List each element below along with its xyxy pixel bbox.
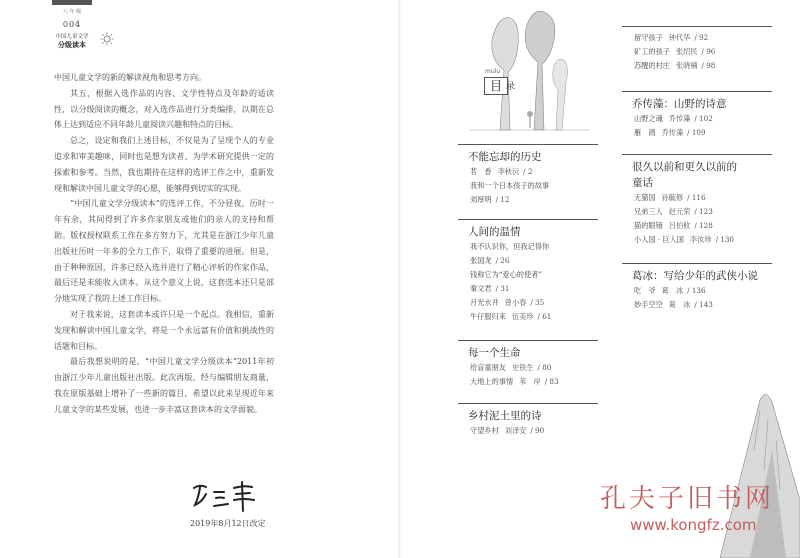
entry-title: 小人国 · 巨人国 bbox=[634, 235, 684, 244]
entry-page: / 128 bbox=[694, 221, 713, 230]
entry-author: 刘泽安 bbox=[504, 426, 527, 435]
entry-page: / 12 bbox=[495, 195, 510, 204]
toc-entry[interactable] bbox=[458, 254, 598, 268]
entry-page: / 35 bbox=[530, 298, 545, 307]
section-title[interactable]: 很久以前和更久以前的童话 bbox=[632, 161, 737, 189]
section-title[interactable]: 人间的温情 bbox=[468, 226, 521, 238]
entry-page: / 123 bbox=[694, 207, 713, 216]
paragraph: 最后我想说明的是，“中国儿童文学分级读本”2011年初由浙江少年儿童出版社出版。此次再版，经与编辑朋友商量，我在原版基础上增补了一些新的篇目，希望以此来呈现近年来儿童文学的某些发展，也进一步丰富这套读本的文学面貌。 bbox=[54, 357, 274, 414]
entry-title: 矿工的孩子 bbox=[634, 47, 670, 56]
sun-icon bbox=[100, 32, 114, 46]
entry-author: 张绍民 bbox=[675, 47, 698, 56]
entry-author: 史铁生 bbox=[511, 363, 534, 372]
entry-page: / 80 bbox=[537, 363, 552, 372]
section-title[interactable]: 葛冰：写给少年的武侠小说 bbox=[632, 270, 758, 282]
section-title[interactable]: 每一个生命 bbox=[468, 347, 521, 359]
entry-page: / 90 bbox=[530, 426, 545, 435]
entry-author: 吕伯攸 bbox=[668, 221, 691, 230]
header-bar bbox=[52, 0, 92, 5]
toc-entry[interactable] bbox=[622, 284, 772, 298]
entry-title: 月光水井 bbox=[470, 298, 499, 307]
entry-title: 茗 香 bbox=[470, 167, 492, 176]
toc-entry[interactable] bbox=[458, 179, 598, 193]
toc-column-1 bbox=[458, 140, 598, 444]
toc-entry[interactable] bbox=[458, 361, 598, 375]
entry-page: / 61 bbox=[537, 312, 552, 321]
section-divider bbox=[622, 263, 772, 264]
entry-author: 张国龙 bbox=[470, 256, 492, 265]
entry-title: 无猫国 bbox=[634, 193, 656, 202]
entry-title: 雁 鸽 bbox=[634, 128, 656, 137]
entry-title: 留守孩子 bbox=[634, 33, 663, 42]
section-title[interactable]: 乡村泥土里的诗 bbox=[468, 410, 542, 422]
section-divider bbox=[622, 154, 772, 155]
toc-title-badge: 目 bbox=[484, 77, 508, 95]
entry-title: 我和一个日本孩子的故事 bbox=[470, 181, 550, 190]
toc-entry[interactable] bbox=[622, 191, 772, 205]
entry-page: / 26 bbox=[495, 256, 510, 265]
entry-title: 给盲童朋友 bbox=[470, 363, 506, 372]
paragraph: 中国儿童文学的新的解读视角和思考方向。 bbox=[54, 73, 206, 82]
mulu-label: mulu bbox=[485, 68, 501, 75]
toc-section bbox=[458, 140, 598, 207]
toc-section bbox=[622, 150, 772, 247]
toc-section bbox=[622, 259, 772, 312]
date-line: 2019年8月12日改定 bbox=[190, 519, 266, 528]
toc-entry[interactable] bbox=[458, 268, 598, 282]
entry-title: 苏醒的村庄 bbox=[634, 61, 670, 70]
toc-entry[interactable] bbox=[458, 424, 598, 438]
toc-entry[interactable] bbox=[622, 59, 772, 73]
entry-title: 兄弟三人 bbox=[634, 207, 663, 216]
entry-title: 大地上的事情 bbox=[470, 377, 514, 386]
entry-page: / 83 bbox=[544, 377, 559, 386]
entry-author: 孙毓修 bbox=[661, 193, 684, 202]
toc-entry[interactable] bbox=[458, 193, 598, 207]
entry-page: / 102 bbox=[694, 114, 713, 123]
header-series: 中国儿童文学 bbox=[55, 34, 89, 40]
entry-page: / 2 bbox=[523, 167, 533, 176]
header-grade: 八 年 级 bbox=[62, 9, 82, 15]
entry-author: 钟代华 bbox=[668, 33, 691, 42]
entry-author: 赵元荣 bbox=[668, 207, 691, 216]
toc-entry[interactable] bbox=[622, 233, 772, 247]
toc-entry[interactable] bbox=[458, 165, 598, 179]
toc-entry[interactable] bbox=[458, 282, 598, 296]
toc-entry[interactable] bbox=[458, 296, 598, 310]
entry-title: 我不认识你，但我记得你 bbox=[470, 242, 550, 251]
entry-author: 刘厚明 bbox=[470, 195, 492, 204]
toc-section bbox=[458, 399, 598, 438]
section-divider bbox=[458, 144, 598, 145]
paragraph: 对于我来说，这套读本或许只是一个起点。我相信，重新发现和解读中国儿童文学，将是一个永远富有价值和挑战性的话题和目标。 bbox=[54, 309, 274, 351]
toc-entry[interactable] bbox=[622, 45, 772, 59]
toc-title-second: 录 bbox=[506, 82, 516, 92]
toc-entry[interactable] bbox=[622, 219, 772, 233]
paragraph: “中国儿童文学分级读本”的选评工作，不分昼夜，历时一年有余，其间得到了许多作家朋友或他们的亲人的支持和帮助。版权授权联系工作在多方努力下，尤其是在浙江少年儿童出版社历时一年多的全力工作下，取得了重要的进展。但是，由于种种原因，许多已经入选并进行了精心评析的作家作品，最后还是未能收入读本。从这个意义上说，这套选本还只是部分地实现了我的上述工作目标。 bbox=[54, 199, 274, 304]
entry-author: 张晓楠 bbox=[675, 61, 698, 70]
entry-title: 守望乡村 bbox=[470, 426, 499, 435]
toc-entry[interactable] bbox=[458, 375, 598, 389]
entry-title: 牛仔服归来 bbox=[470, 312, 506, 321]
section-divider bbox=[458, 340, 598, 341]
entry-title: 吃 爷 bbox=[634, 286, 656, 295]
entry-page: / 130 bbox=[715, 235, 734, 244]
toc-entry[interactable] bbox=[622, 31, 772, 45]
entry-author: 苇 岸 bbox=[519, 377, 541, 386]
toc-section-continued bbox=[622, 22, 772, 73]
toc-entry[interactable] bbox=[622, 205, 772, 219]
entry-author: 乔传藻 bbox=[661, 128, 684, 137]
entry-author: 秦文君 bbox=[470, 284, 492, 293]
entry-author: 曾小春 bbox=[504, 298, 527, 307]
entry-title: 猫的眼镜 bbox=[634, 221, 663, 230]
section-divider bbox=[458, 403, 598, 404]
entry-title: 钱称它为“爱心的使者” bbox=[470, 270, 543, 279]
section-title[interactable]: 乔传藻：山野的诗意 bbox=[632, 98, 727, 110]
section-divider bbox=[458, 219, 598, 220]
paragraph: 其五，根据入选作品的内容、文学性特点及年龄的适读性，以分级阅读的概念，对入选作品进行分类编排，以期在总体上达到适应不同年龄儿童阅读兴趣和特点的目标。 bbox=[54, 88, 274, 130]
paragraph: 总之，设定和我们上述目标，不仅是为了呈现个人的专业追求和审美趣味，同时也是想为读者、为学术研究提供一定的探索和参考。当然，我也期待在这样的选评工作之中，重新发现和解读中国儿童文学的心愿，能够得到切实的实现。 bbox=[54, 136, 274, 193]
toc-section bbox=[458, 215, 598, 324]
toc-section bbox=[622, 87, 772, 140]
entry-author: 葛 冰 bbox=[668, 300, 691, 309]
toc-entry[interactable] bbox=[458, 310, 598, 324]
entry-title: 妙手空空 bbox=[634, 300, 663, 309]
toc-entry[interactable] bbox=[622, 298, 772, 312]
entry-page: / 143 bbox=[694, 300, 713, 309]
watermark-text: 孔夫子旧书网 bbox=[600, 484, 775, 514]
preface-body bbox=[54, 70, 274, 418]
handwritten-signature bbox=[190, 478, 260, 514]
entry-page: / 116 bbox=[687, 193, 706, 202]
entry-page: / 92 bbox=[694, 33, 709, 42]
header-book-title: 分级读本 bbox=[58, 40, 86, 49]
toc-section bbox=[458, 336, 598, 389]
page-header bbox=[52, 0, 92, 62]
entry-title: 山野之魂 bbox=[634, 114, 663, 123]
section-divider bbox=[622, 26, 772, 27]
entry-page: / 98 bbox=[701, 61, 716, 70]
toc-entry[interactable] bbox=[622, 112, 772, 126]
toc-column-2 bbox=[622, 22, 772, 318]
entry-page: / 109 bbox=[687, 128, 706, 137]
watermark-url: www.kongfz.com bbox=[630, 516, 757, 534]
section-title[interactable]: 不能忘却的历史 bbox=[468, 151, 542, 163]
entry-page: / 31 bbox=[495, 284, 510, 293]
entry-author: 李汝珍 bbox=[689, 235, 712, 244]
toc-entry[interactable] bbox=[458, 240, 598, 254]
entry-author: 伍美珍 bbox=[511, 312, 534, 321]
section-divider bbox=[622, 91, 772, 92]
entry-author: 乔传藻 bbox=[668, 114, 691, 123]
toc-entry[interactable] bbox=[622, 126, 772, 140]
entry-author: 李秋沅 bbox=[497, 167, 520, 176]
entry-page: / 96 bbox=[701, 47, 716, 56]
entry-page: / 136 bbox=[687, 286, 706, 295]
page-number: 004 bbox=[62, 20, 82, 29]
entry-author: 葛 冰 bbox=[661, 286, 684, 295]
